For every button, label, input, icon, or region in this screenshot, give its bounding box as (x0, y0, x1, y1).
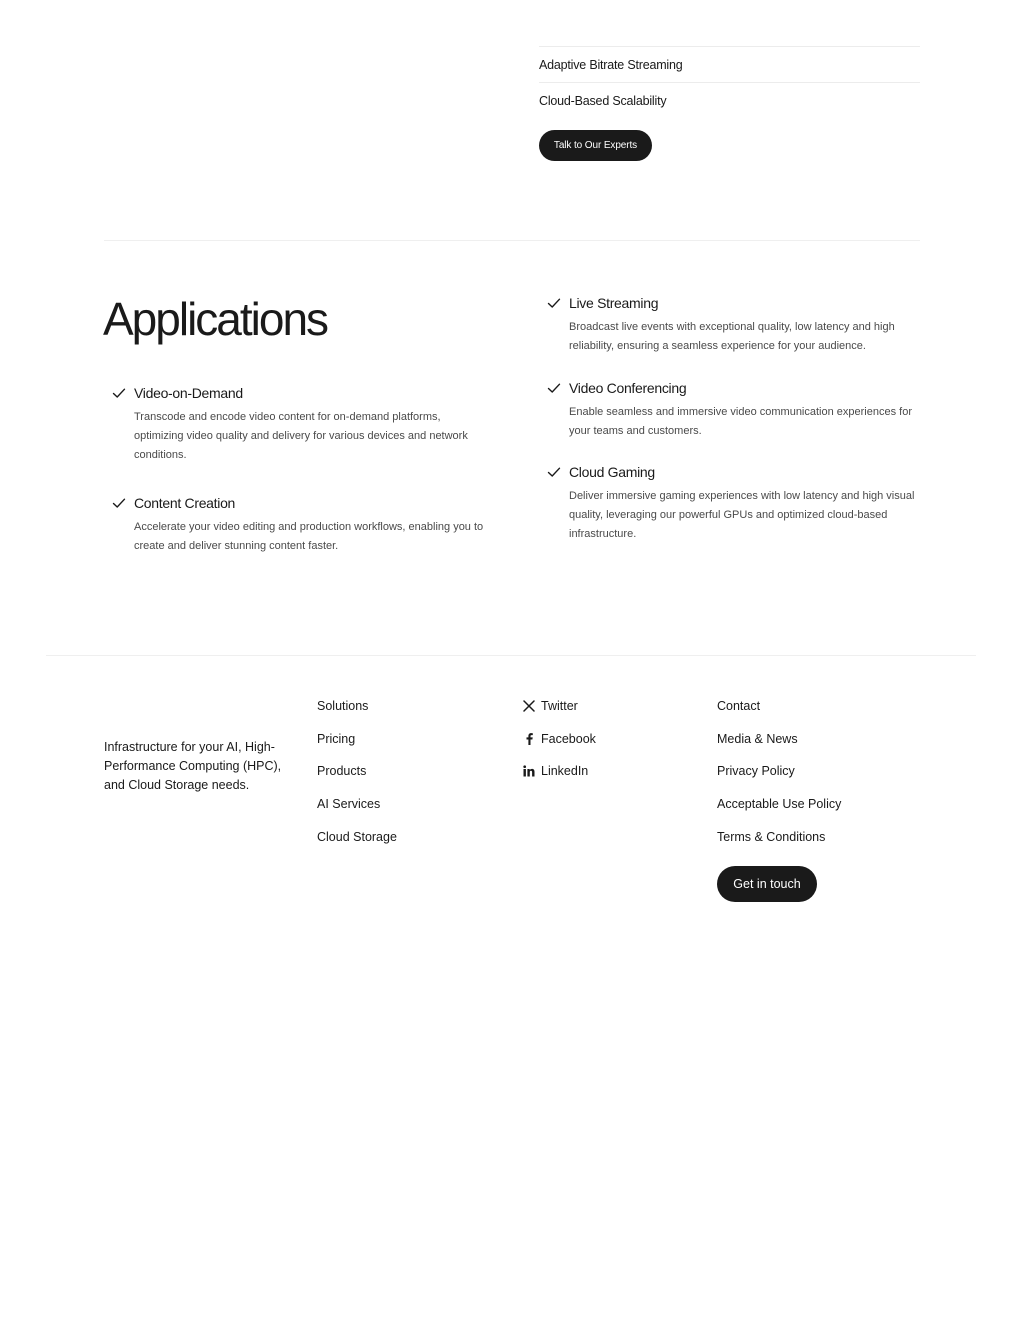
application-description: Transcode and encode video content for on-demand platforms, optimizing video quality and delivery for various devices and network conditions. (134, 411, 468, 461)
footer-link-media-news[interactable]: Media & News (717, 731, 798, 746)
application-description: Broadcast live events with exceptional quality, low latency and high reliability, ensuring a seamless experience for your audience. (569, 321, 895, 352)
footer-link-linkedin[interactable] (522, 761, 596, 781)
application-video-conferencing (539, 378, 920, 441)
application-live-streaming (539, 293, 920, 356)
get-in-touch-button[interactable]: Get in touch (717, 866, 817, 902)
application-name: Content Creation (134, 495, 236, 511)
footer-link-privacy-policy[interactable]: Privacy Policy (717, 764, 795, 779)
application-name: Cloud Gaming (569, 464, 655, 480)
application-name: Video Conferencing (569, 380, 687, 396)
footer-link-contact[interactable]: Contact (717, 699, 761, 713)
application-description: Deliver immersive gaming experiences with low latency and high visual quality, leveraging our powerful GPUs and optimized cloud-based infrastructure. (569, 490, 915, 540)
application-video-on-demand (104, 383, 489, 465)
applications-title: Applications (103, 293, 328, 345)
application-name: Live Streaming (569, 295, 659, 311)
section-divider (104, 240, 920, 241)
application-description: Enable seamless and immersive video communication experiences for your teams and customers. (569, 406, 912, 437)
social-label: LinkedIn (541, 764, 589, 779)
application-name: Video-on-Demand (134, 385, 243, 401)
footer-tagline: Infrastructure for your AI, High-Performance Computing (HPC), and Cloud Storage needs. (104, 740, 282, 792)
footer-link-terms-conditions[interactable]: Terms & Conditions (717, 829, 826, 844)
social-label: Twitter (541, 699, 578, 713)
footer-link-acceptable-use-policy[interactable]: Acceptable Use Policy (717, 797, 842, 812)
footer-company-nav (717, 696, 841, 859)
footer-social-nav (522, 696, 596, 794)
footer-link-twitter[interactable] (522, 696, 596, 716)
x-twitter-icon (522, 700, 535, 713)
check-icon (547, 381, 561, 395)
check-icon (112, 386, 126, 400)
feature-list (539, 46, 920, 118)
footer-link-solutions[interactable]: Solutions (317, 699, 369, 713)
application-cloud-gaming (539, 462, 920, 544)
feature-item-cloud-scalability: Cloud-Based Scalability (539, 82, 920, 118)
footer-link-products[interactable]: Products (317, 764, 367, 779)
application-content-creation (104, 493, 489, 556)
footer-link-cloud-storage[interactable]: Cloud Storage (317, 829, 397, 844)
talk-to-experts-button[interactable]: Talk to Our Experts (539, 130, 652, 161)
footer-link-facebook[interactable] (522, 729, 596, 749)
check-icon (547, 296, 561, 310)
footer-link-pricing[interactable]: Pricing (317, 731, 356, 746)
check-icon (547, 465, 561, 479)
footer-solutions-nav (317, 696, 397, 859)
check-icon (112, 496, 126, 510)
application-description: Accelerate your video editing and production workflows, enabling you to create and deliver stunning content faster. (134, 521, 484, 552)
footer-link-ai-services[interactable]: AI Services (317, 797, 381, 812)
feature-item-adaptive-bitrate: Adaptive Bitrate Streaming (539, 46, 920, 82)
linkedin-icon (522, 765, 535, 778)
social-label: Facebook (541, 731, 596, 746)
footer-divider (46, 655, 976, 656)
facebook-icon (522, 732, 535, 745)
